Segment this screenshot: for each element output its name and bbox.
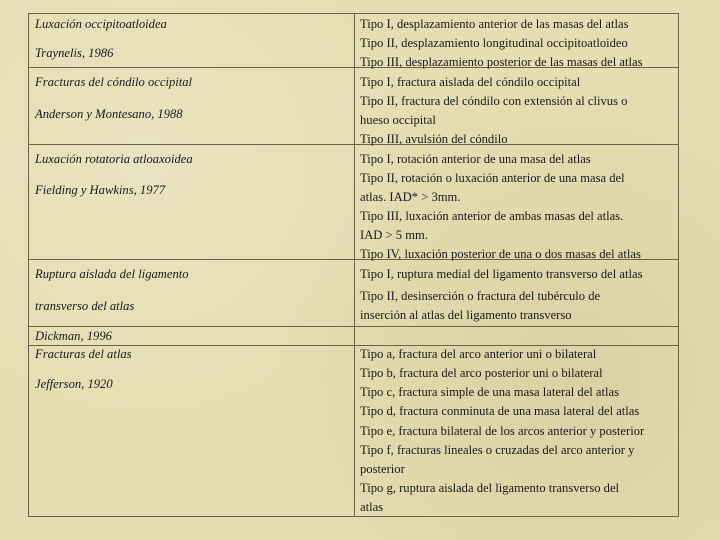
type-line: Tipo f, fracturas lineales o cruzadas del arco anterior y [360,443,635,457]
classification-title: Ruptura aislada del ligamento [35,267,189,281]
type-line: Tipo III, desplazamiento posterior de las masas del atlas [360,55,643,69]
type-line: Tipo II, desinserción o fractura del tubérculo de [360,289,601,303]
row-divider [29,144,678,145]
type-line: Tipo III, luxación anterior de ambas masas del atlas. [360,209,624,223]
classification-author: Dickman, 1996 [35,329,112,343]
type-line: Tipo II, rotación o luxación anterior de una masa del [360,171,625,185]
type-line: Tipo c, fractura simple de una masa lateral del atlas [360,385,620,399]
type-line: atlas [360,500,384,514]
type-line: Tipo II, fractura del cóndilo con extensión al clivus o [360,94,628,108]
type-line: inserción al atlas del ligamento transverso [360,308,572,322]
classification-title: Fracturas del atlas [35,347,132,361]
classification-title: Luxación occipitoatloidea [35,17,167,31]
type-line: Tipo I, rotación anterior de una masa del atlas [360,152,591,166]
type-line: IAD > 5 mm. [360,228,428,242]
row-divider [29,326,678,327]
type-line: Tipo IV, luxación posterior de una o dos masas del atlas [360,247,641,261]
type-line: posterior [360,462,405,476]
column-divider [354,14,355,516]
classification-author: Traynelis, 1986 [35,46,114,60]
type-line: Tipo I, fractura aislada del cóndilo occipital [360,75,581,89]
type-line: Tipo b, fractura del arco posterior uni o bilateral [360,366,603,380]
type-line: hueso occipital [360,113,436,127]
type-line: atlas. IAD* > 3mm. [360,190,461,204]
classification-table [28,13,679,517]
type-line: Tipo II, desplazamiento longitudinal occipitoatloideo [360,36,628,50]
classification-author: Anderson y Montesano, 1988 [35,107,183,121]
classification-title: Luxación rotatoria atloaxoidea [35,152,193,166]
classification-author: Fielding y Hawkins, 1977 [35,183,166,197]
type-line: Tipo I, desplazamiento anterior de las masas del atlas [360,17,629,31]
classification-title: transverso del atlas [35,299,135,313]
type-line: Tipo a, fractura del arco anterior uni o bilateral [360,347,597,361]
type-line: Tipo e, fractura bilateral de los arcos anterior y posterior [360,424,645,438]
type-line: Tipo I, ruptura medial del ligamento transverso del atlas [360,267,643,281]
type-line: Tipo d, fractura conminuta de una masa lateral del atlas [360,404,640,418]
type-line: Tipo III, avulsión del cóndilo [360,132,508,146]
classification-author: Jefferson, 1920 [35,377,113,391]
classification-title: Fracturas del cóndilo occipital [35,75,193,89]
type-line: Tipo g, ruptura aislada del ligamento transverso del [360,481,620,495]
